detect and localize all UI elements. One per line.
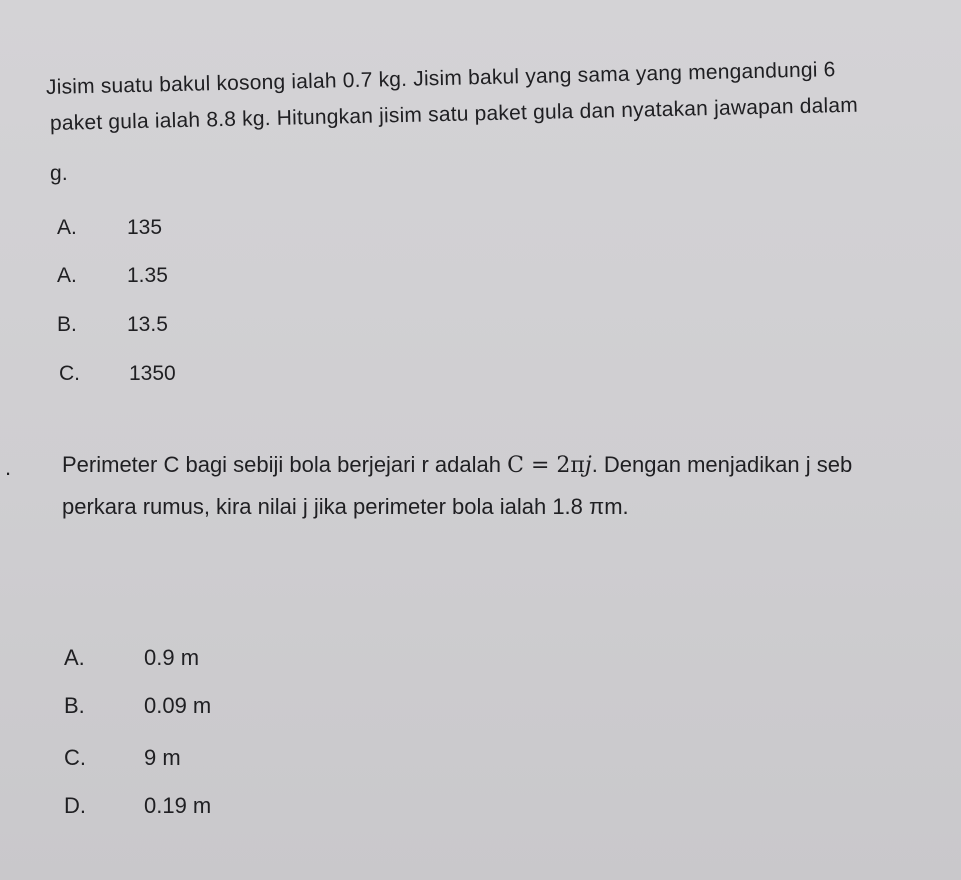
option-letter: A.: [57, 264, 77, 287]
formula-eq: = 2π: [523, 453, 585, 478]
question2-option[interactable]: [64, 745, 181, 771]
option-letter: D.: [64, 793, 86, 818]
option-value: 9 m: [144, 745, 181, 770]
question2-text-line1: [62, 452, 852, 478]
question1-text-line3: g.: [50, 162, 68, 185]
formula-lhs: C: [507, 453, 524, 478]
option-letter: A.: [64, 645, 85, 670]
question1-text-line2: paket gula ialah 8.8 kg. Hitungkan jisim satu paket gula dan nyatakan jawapan dalam: [49, 93, 859, 135]
question1-option[interactable]: [57, 264, 168, 288]
question2-option[interactable]: [64, 793, 211, 819]
option-letter: A.: [57, 216, 77, 239]
option-letter: B.: [64, 693, 85, 718]
option-letter: C.: [64, 745, 86, 770]
option-letter: B.: [57, 313, 77, 336]
question2-line1-pre: Perimeter C bagi sebiji bola berjejari r adalah: [62, 452, 508, 477]
question1-option[interactable]: [57, 216, 162, 240]
option-letter: C.: [59, 362, 80, 385]
question2-line1-post: . Dengan menjadikan j seb: [591, 452, 853, 477]
question2-text-line2: perkara rumus, kira nilai j jika perimeter bola ialah 1.8 πm.: [62, 494, 629, 519]
option-value: 135: [127, 216, 163, 239]
question1-option[interactable]: [59, 362, 176, 386]
option-value: 0.19 m: [144, 793, 212, 818]
option-value: 1.35: [127, 264, 168, 287]
question1-option[interactable]: [57, 313, 168, 337]
option-value: 0.9 m: [144, 645, 200, 670]
option-value: 13.5: [127, 313, 168, 336]
question2-bullet: .: [5, 455, 12, 480]
question2-option[interactable]: [64, 693, 211, 719]
question1-text-line1: Jisim suatu bakul kosong ialah 0.7 kg. Jisim bakul yang sama yang mengandungi 6: [45, 58, 836, 99]
question2-option[interactable]: [64, 645, 199, 671]
option-value: 1350: [129, 362, 176, 385]
perimeter-formula: [507, 453, 592, 478]
option-value: 0.09 m: [144, 693, 212, 718]
formula-var: j: [584, 453, 592, 478]
